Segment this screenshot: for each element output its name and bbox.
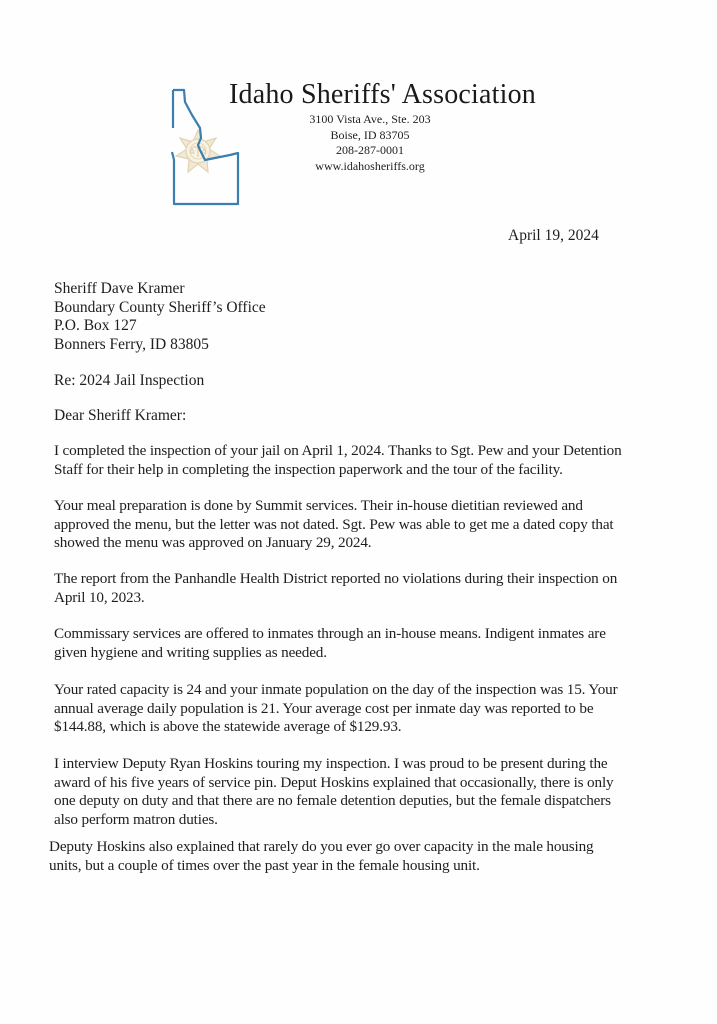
paragraph-line: also perform matron duties.	[54, 810, 218, 828]
recipient-address	[54, 280, 266, 354]
recipient-po-box: P.O. Box 127	[54, 317, 137, 335]
salutation: Dear Sheriff Kramer:	[54, 407, 187, 424]
paragraph-line: one deputy on duty and that there are no female detention deputies, but the female dispatchers	[54, 792, 611, 809]
body-paragraph-over-capacity	[49, 838, 669, 875]
address-street: 3100 Vista Ave., Ste. 203	[309, 112, 431, 126]
paragraph-line: award of his five years of service pin. Deput Hoskins explained that occasionally, there is only	[54, 773, 614, 791]
recipient-office: Boundary County Sheriff’s Office	[54, 298, 266, 316]
address-website: www.idahosheriffs.org	[315, 158, 425, 173]
paragraph-line: units, but a couple of times over the past year in the female housing unit.	[49, 856, 480, 874]
body-paragraph-capacity	[54, 681, 674, 737]
address-city: Boise, ID 83705	[330, 127, 410, 142]
body-paragraph-inspection	[54, 442, 674, 479]
paragraph-line: Commissary services are offered to inmates through an in-house means. Indigent inmates are	[54, 625, 606, 642]
paragraph-line: Your meal preparation is done by Summit services. Their in-house dietitian reviewed and	[54, 497, 583, 514]
organization-address	[300, 112, 440, 174]
paragraph-line: I completed the inspection of your jail on April 1, 2024. Thanks to Sgt. Pew and your Detention	[54, 442, 622, 459]
paragraph-line: The report from the Panhandle Health District reported no violations during their inspection on	[54, 570, 618, 587]
paragraph-line: annual average daily population is 21. Your average cost per inmate day was reported to be	[54, 699, 594, 717]
body-paragraph-meals	[54, 497, 674, 553]
body-paragraph-interview	[54, 755, 674, 829]
letter-date: April 19, 2024	[508, 227, 599, 244]
body-paragraph-commissary	[54, 625, 674, 662]
paragraph-line: Staff for their help in completing the inspection paperwork and the tour of the facility.	[54, 460, 563, 478]
organization-name: Idaho Sheriffs' Association	[229, 79, 537, 110]
recipient-city: Bonners Ferry, ID 83805	[54, 335, 209, 353]
paragraph-line: Deputy Hoskins also explained that rarely do you ever go over capacity in the male housing	[49, 838, 594, 855]
paragraph-line: I interview Deputy Ryan Hoskins touring my inspection. I was proud to be present during the	[54, 755, 608, 772]
paragraph-line: approved the menu, but the letter was not dated. Sgt. Pew was able to get me a dated copy that	[54, 515, 614, 533]
paragraph-line: April 10, 2023.	[54, 588, 145, 606]
paragraph-line: showed the menu was approved on January 29, 2024.	[54, 534, 372, 551]
paragraph-line: Your rated capacity is 24 and your inmate population on the day of the inspection was 15. Your	[54, 681, 618, 698]
subject-line: Re: 2024 Jail Inspection	[54, 372, 205, 389]
address-phone: 208-287-0001	[336, 143, 404, 157]
paragraph-line: given hygiene and writing supplies as needed.	[54, 643, 327, 661]
paragraph-line: $144.88, which is above the statewide average of $129.93.	[54, 718, 402, 735]
recipient-name: Sheriff Dave Kramer	[54, 280, 185, 297]
body-paragraph-health-report	[54, 570, 674, 607]
